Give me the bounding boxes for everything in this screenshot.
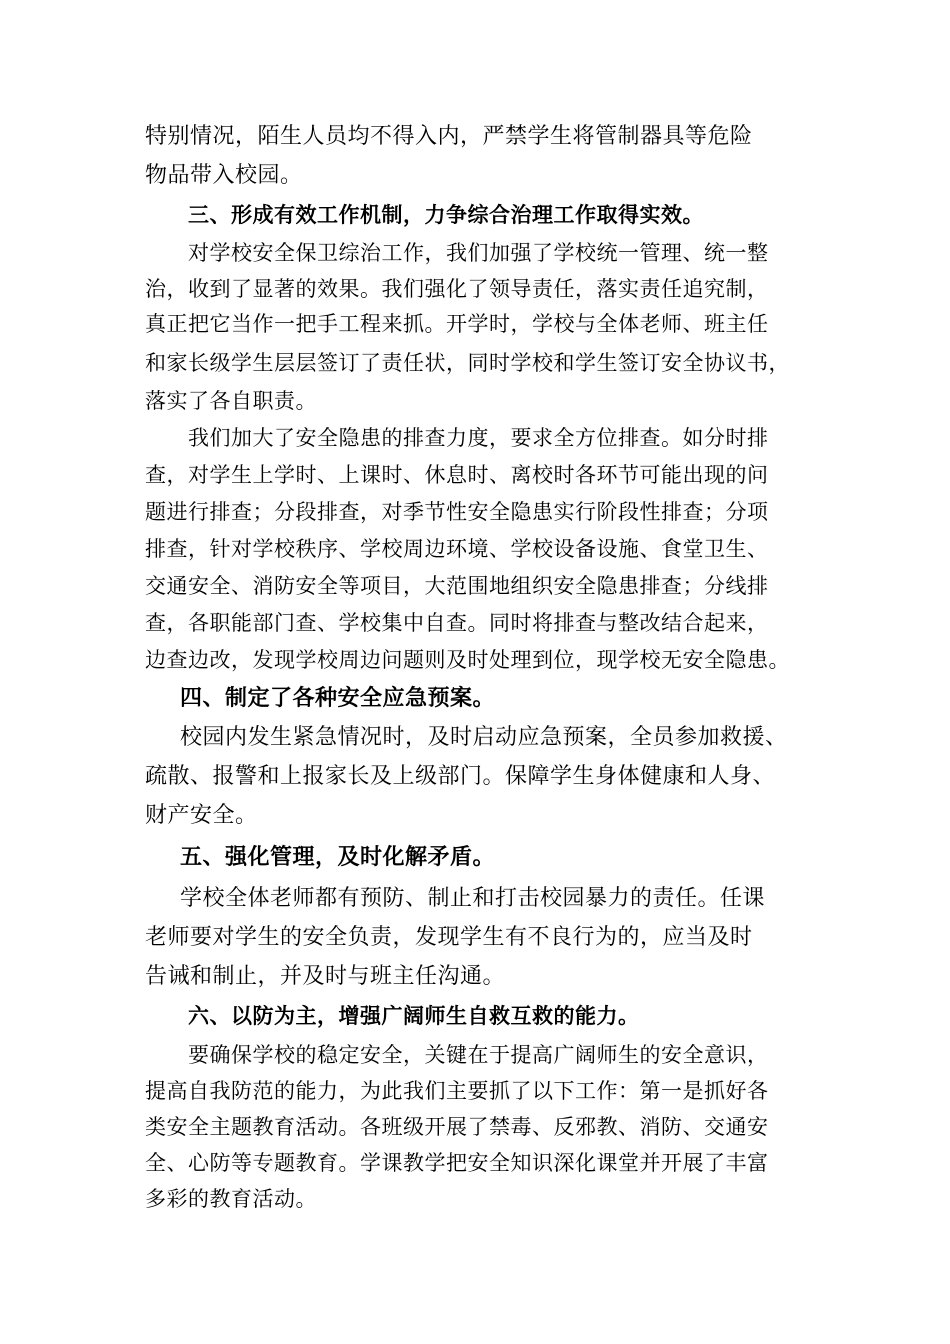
body-text-line: 和家长级学生层层签订了责任状，同时学校和学生签订安全协议书， bbox=[145, 351, 790, 375]
body-text-line: 真正把它当作一把手工程来抓。开学时，学校与全体老师、班主任 bbox=[145, 312, 769, 336]
body-text-line: 告诫和制止，并及时与班主任沟通。 bbox=[145, 964, 506, 989]
body-text-line: 学校全体老师都有预防、制止和打击校园暴力的责任。任课 bbox=[180, 886, 766, 911]
body-text-line: 落实了各自职责。 bbox=[145, 389, 317, 413]
body-text-line: 老师要对学生的安全负责，发现学生有不良行为的，应当及时 bbox=[145, 925, 753, 950]
body-text-line: 全、心防等专题教育。学课教学把安全知识深化课堂并开展了丰富 bbox=[145, 1151, 769, 1175]
body-text-line: 多彩的教育活动。 bbox=[145, 1187, 317, 1211]
body-text-line: 对学校安全保卫综治工作，我们加强了学校统一管理、统一整 bbox=[188, 241, 769, 265]
body-text-line: 题进行排查；分段排查，对季节性安全隐患实行阶段性排查；分项 bbox=[145, 500, 769, 524]
body-text-line: 治，收到了显著的效果。我们强化了领导责任，落实责任追究制， bbox=[145, 277, 769, 301]
body-text-line: 疏散、报警和上报家长及上级部门。保障学生身体健康和人身、 bbox=[145, 764, 776, 789]
body-text-line: 要确保学校的稳定安全，关键在于提高广阔师生的安全意识， bbox=[188, 1043, 769, 1067]
body-text-line: 我们加大了安全隐患的排查力度，要求全方位排查。如分时排 bbox=[188, 426, 769, 450]
section-heading-6: 六、以防为主，增强广阔师生自救互救的能力。 bbox=[188, 1004, 640, 1028]
body-text-line: 提高自我防范的能力，为此我们主要抓了以下工作：第一是抓好各 bbox=[145, 1079, 769, 1103]
section-heading-3: 三、形成有效工作机制，力争综合治理工作取得实效。 bbox=[188, 203, 704, 227]
body-text-line: 特别情况，陌生人员均不得入内，严禁学生将管制器具等危险 bbox=[145, 124, 753, 149]
body-text-line: 物品带入校园。 bbox=[145, 163, 303, 188]
body-text-line: 交通安全、消防安全等项目，大范围地组织安全隐患排查；分线排 bbox=[145, 574, 769, 598]
body-text-line: 查，各职能部门查、学校集中自查。同时将排查与整改结合起来， bbox=[145, 611, 769, 635]
body-text-line: 查，对学生上学时、上课时、休息时、离校时各环节可能出现的问 bbox=[145, 463, 769, 487]
section-heading-4: 四、制定了各种安全应急预案。 bbox=[180, 686, 496, 711]
body-text-line: 校园内发生紧急情况时，及时启动应急预案，全员参加救援、 bbox=[180, 725, 788, 750]
section-heading-5: 五、强化管理，及时化解矛盾。 bbox=[180, 845, 496, 870]
body-text-line: 类安全主题教育活动。各班级开展了禁毒、反邪教、消防、交通安 bbox=[145, 1115, 769, 1139]
body-text-line: 边查边改，发现学校周边问题则及时处理到位，现学校无安全隐患。 bbox=[145, 648, 790, 672]
body-text-line: 财产安全。 bbox=[145, 803, 258, 828]
body-text-line: 排查，针对学校秩序、学校周边环境、学校设备设施、食堂卫生、 bbox=[145, 537, 769, 561]
